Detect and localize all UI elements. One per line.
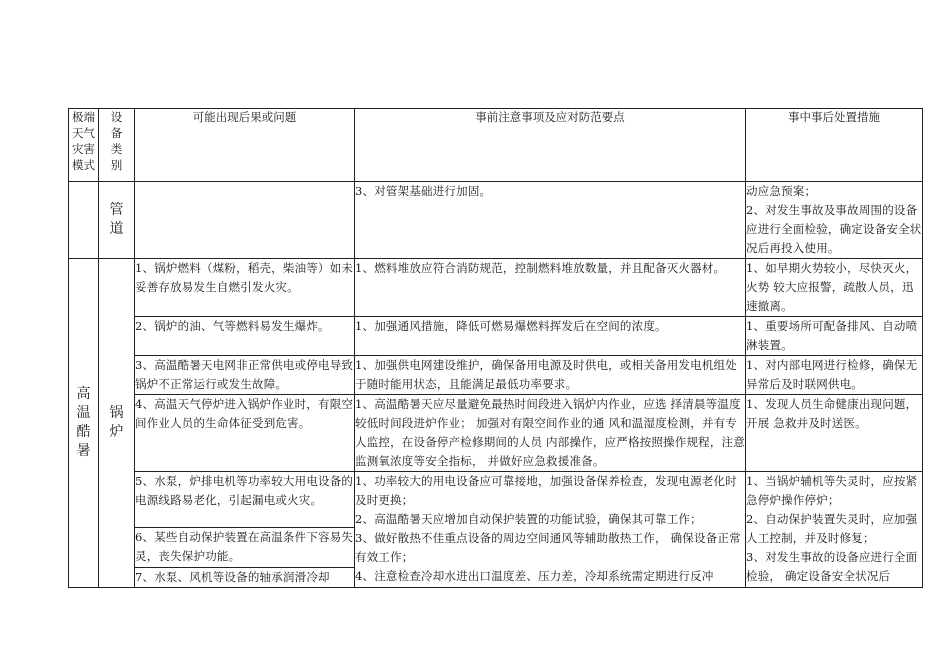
response-cell: 1、对内部电网进行检修，确保无异常后及时联网供电。 [746,356,923,395]
response-cell: 1、重要场所可配备排风、自动喷淋装置。 [746,317,923,356]
prevention-cell: 1、加强通风措施，降低可燃易爆燃料挥发后在空间的浓度。 [355,317,746,356]
mode-heatwave: 高 温 酷 暑 [69,259,99,588]
header-problems: 可能出现后果或问题 [135,109,355,182]
category-boiler: 锅 炉 [99,259,135,588]
response-cell: 1、当锅炉辅机等失灵时，应按紧急停炉操作停炉； 2、自动保护装置失灵时，应加强人工控制，并及时修复； 3、对发生事故的设备应进行全面检验， 确定设备安全状况后 [746,472,923,588]
problem-cell-empty [135,182,355,259]
problem-cell: 3、高温酷暑天电网非正常供电或停电导致锅炉不正常运行或发生故障。 [135,356,355,395]
prevention-cell: 1、燃料堆放应符合消防规范，控制燃料堆放数量，并且配备灭火器材。 [355,259,746,317]
prevention-cell: 1、高温酷暑天应尽量避免最热时间段进入锅炉内作业，应选 择清晨等温度较低时间段进炉作业； 加强对有限空间作业的通 风和温湿度检测，并有专人监控，在设备停产检修期间的人员 内部操作，应严格按照操作规程，注意监测氧浓度等安全指标， 并做好应急救援准备。 [355,395,746,472]
disaster-response-table [68,108,923,588]
header-mode: 极端 天气 灾害 模式 [69,109,99,182]
problem-cell: 5、水泵，炉排电机等功率较大用电设备的电源线路易老化，引起漏电或火灾。 [135,472,355,528]
prevention-cell: 1、功率较大的用电设备应可靠接地，加强设备保养检查，发现电源老化时及时更换； 2、高温酷暑天应增加自动保护装置的功能试验，确保其可靠工作； 3、做好散热不佳重点设备的周边空间通风等辅助散热工作， 确保设备正常有效工作； 4、注意检查冷却水进出口温度差、压力差，冷却系统需定期进行反冲 [355,472,746,588]
header-category: 设 备 类 别 [99,109,135,182]
problem-cell: 1、锅炉燃料（煤粉，稻壳，柴油等）如未妥善存放易发生自燃引发火灾。 [135,259,355,317]
response-cell: 1、发现人员生命健康出现问题，开展 急救并及时送医。 [746,395,923,472]
table-row [69,259,923,317]
table-row-pipe [69,182,923,259]
response-cell: 1、如早期火势较小，尽快灭火，火势 较大应报警，疏散人员，迅速撤离。 [746,259,923,317]
mode-cell-empty [69,182,99,259]
header-prevention: 事前注意事项及应对防范要点 [355,109,746,182]
prevention-cell: 3、对管架基础进行加固。 [355,182,746,259]
problem-cell: 4、高温天气停炉进入锅炉作业时，有限空间作业人员的生命体征受到危害。 [135,395,355,472]
problem-cell: 7、水泵、风机等设备的轴承润滑冷却 [135,568,355,588]
table-row [69,395,923,472]
prevention-cell: 1、加强供电网建设维护，确保备用电源及时供电，或相关备用发电机组处于随时能用状态，且能满足最低功率要求。 [355,356,746,395]
response-cell: 动应急预案； 2、对发生事故及事故周围的设备应进行全面检验，确定设备安全状况后再投入使用。 [746,182,923,259]
table-header-row [69,109,923,182]
table-row [69,356,923,395]
table-row [69,317,923,356]
header-response: 事中事后处置措施 [746,109,923,182]
table-row [69,472,923,528]
problem-cell: 2、锅炉的油、气等燃料易发生爆炸。 [135,317,355,356]
problem-cell: 6、某些自动保护装置在高温条件下容易失灵，丧失保护功能。 [135,528,355,568]
category-pipe: 管 道 [99,182,135,259]
